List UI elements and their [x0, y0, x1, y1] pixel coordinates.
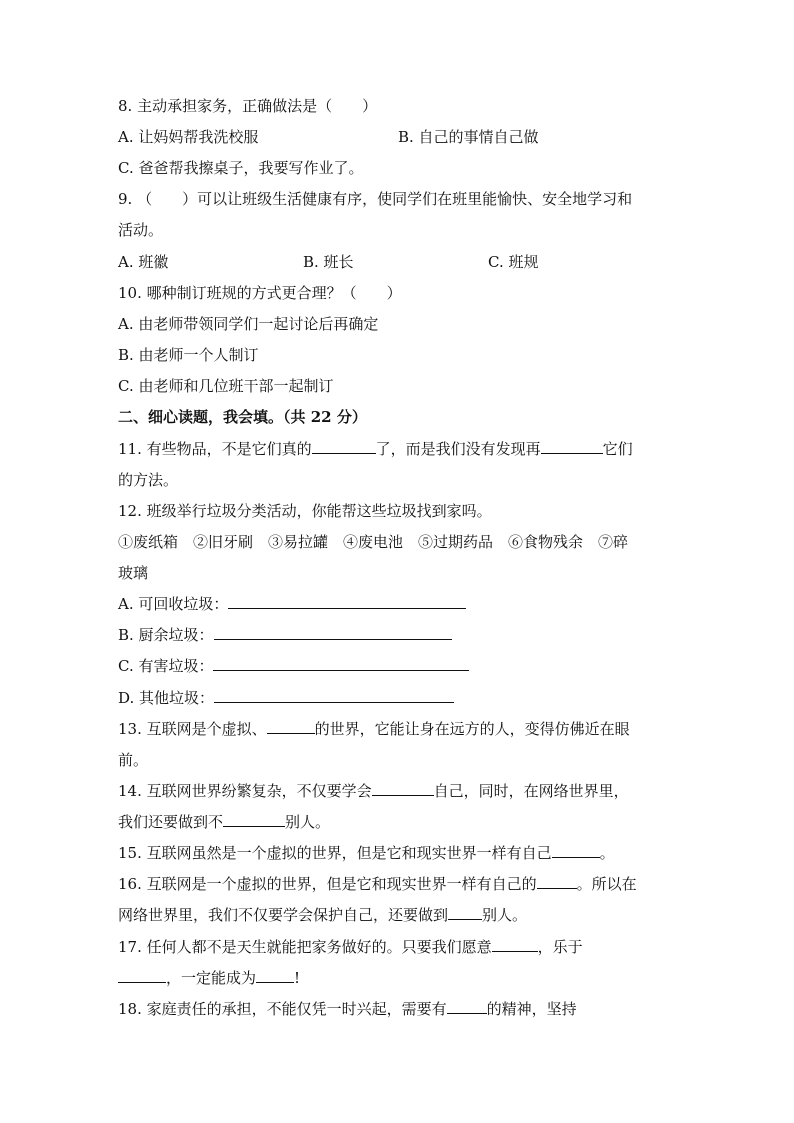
q8-option-a: A. 让妈妈帮我洗校服	[118, 128, 259, 146]
q12-blank-d[interactable]	[214, 688, 454, 703]
q10-option-c: C. 由老师和几位班干部一起制订	[118, 377, 334, 395]
q12-blank-b[interactable]	[214, 625, 452, 640]
q14-text-4: 别人。	[285, 813, 331, 831]
q16-text-4: 别人。	[482, 906, 528, 924]
q10-option-a: A. 由老师带领同学们一起讨论后再确定	[118, 315, 379, 333]
q17-text-1: 17. 任何人都不是天生就能把家务做好的。只要我们愿意	[118, 938, 492, 956]
q12-row-c	[118, 656, 469, 676]
q12-label-d: D. 其他垃圾：	[118, 689, 215, 707]
q12-items-line2: 玻璃	[118, 564, 149, 582]
q9-option-b: B. 班长	[303, 253, 354, 271]
q14-text-1: 14. 互联网世界纷繁复杂，不仅要学会	[118, 782, 372, 800]
q12-label-b: B. 厨余垃圾：	[118, 626, 214, 644]
q14-blank-2[interactable]	[223, 812, 285, 827]
q15-text-1: 15. 互联网虽然是一个虚拟的世界，但是它和现实世界一样有自己	[118, 844, 552, 862]
q15-text-2: 。	[599, 844, 615, 862]
q15-line1	[118, 843, 615, 863]
q17-blank-2[interactable]	[118, 968, 166, 983]
q13-text-2: 的世界，它能让身在远方的人，变得仿佛近在眼	[314, 720, 630, 738]
q11-text-2: 了，而是我们没有发现再	[375, 440, 541, 458]
q9-stem-line1: 9. （ ）可以让班级生活健康有序，使同学们在班里能愉快、安全地学习和	[118, 190, 633, 208]
q13-line2: 前。	[118, 751, 149, 769]
q16-text-3: 网络世界里，我们不仅要学会保护自己，还要做到	[118, 906, 449, 924]
q17-text-2: ，乐于	[537, 938, 583, 956]
q17-text-4: !	[294, 969, 301, 987]
q17-line2	[118, 968, 300, 988]
q11-line1	[118, 439, 633, 459]
q12-blank-c[interactable]	[213, 656, 469, 671]
q13-text-1: 13. 互联网是个虚拟、	[118, 720, 267, 738]
q14-text-3: 我们还要做到不	[118, 813, 224, 831]
q12-label-a: A. 可回收垃圾：	[118, 595, 229, 613]
q15-blank-1[interactable]	[552, 843, 600, 858]
q16-line1	[118, 874, 637, 894]
q14-blank-1[interactable]	[372, 781, 434, 796]
q18-text-2: 的精神，坚持	[486, 1000, 577, 1018]
q8-options-row	[118, 127, 678, 147]
q16-text-2: 。所以在	[576, 875, 637, 893]
q12-row-d	[118, 688, 454, 708]
q13-blank-1[interactable]	[267, 719, 315, 734]
q14-text-2: 自己，同时，在网络世界里，	[433, 782, 629, 800]
q16-blank-2[interactable]	[448, 905, 482, 920]
q9-options-row	[118, 252, 678, 272]
q16-text-1: 16. 互联网是一个虚拟的世界，但是它和现实世界一样有自己的	[118, 875, 537, 893]
q8-option-b: B. 自己的事情自己做	[398, 128, 539, 146]
q8-option-c: C. 爸爸帮我擦桌子，我要写作业了。	[118, 159, 364, 177]
q11-text-1: 11. 有些物品，不是它们真的	[118, 440, 312, 458]
q12-row-a	[118, 594, 466, 614]
q14-line2	[118, 812, 330, 832]
q12-row-b	[118, 625, 452, 645]
q16-blank-1[interactable]	[537, 874, 577, 889]
q9-option-c: C. 班规	[488, 253, 539, 271]
q18-text-1: 18. 家庭责任的承担，不能仅凭一时兴起，需要有	[118, 1000, 447, 1018]
q9-stem-line2: 活动。	[118, 221, 164, 239]
q17-blank-3[interactable]	[256, 968, 294, 983]
q14-line1	[118, 781, 629, 801]
section-2-title: 二、细心读题，我会填。（共 22 分）	[118, 408, 367, 426]
q18-blank-1[interactable]	[447, 999, 487, 1014]
q17-blank-1[interactable]	[492, 937, 538, 952]
q8-stem: 8. 主动承担家务，正确做法是（ ）	[118, 97, 378, 115]
q12-items-line1: ①废纸箱 ②旧牙刷 ③易拉罐 ④废电池 ⑤过期药品 ⑥食物残余 ⑦碎	[118, 533, 629, 551]
q18-line1	[118, 999, 577, 1019]
q12-label-c: C. 有害垃圾：	[118, 657, 214, 675]
q13-line1	[118, 719, 630, 739]
q11-line2: 的方法。	[118, 471, 179, 489]
q10-option-b: B. 由老师一个人制订	[118, 346, 259, 364]
q9-option-a: A. 班徽	[118, 253, 169, 271]
q17-text-3: ，一定能成为	[166, 969, 257, 987]
q11-text-3: 它们	[602, 440, 633, 458]
q12-blank-a[interactable]	[228, 594, 466, 609]
q10-stem: 10. 哪种制订班规的方式更合理？（ ）	[118, 284, 402, 302]
q11-blank-2[interactable]	[541, 439, 603, 454]
q11-blank-1[interactable]	[312, 439, 376, 454]
q16-line2	[118, 905, 527, 925]
q17-line1	[118, 937, 583, 957]
q12-stem: 12. 班级举行垃圾分类活动，你能帮这些垃圾找到家吗。	[118, 502, 492, 520]
